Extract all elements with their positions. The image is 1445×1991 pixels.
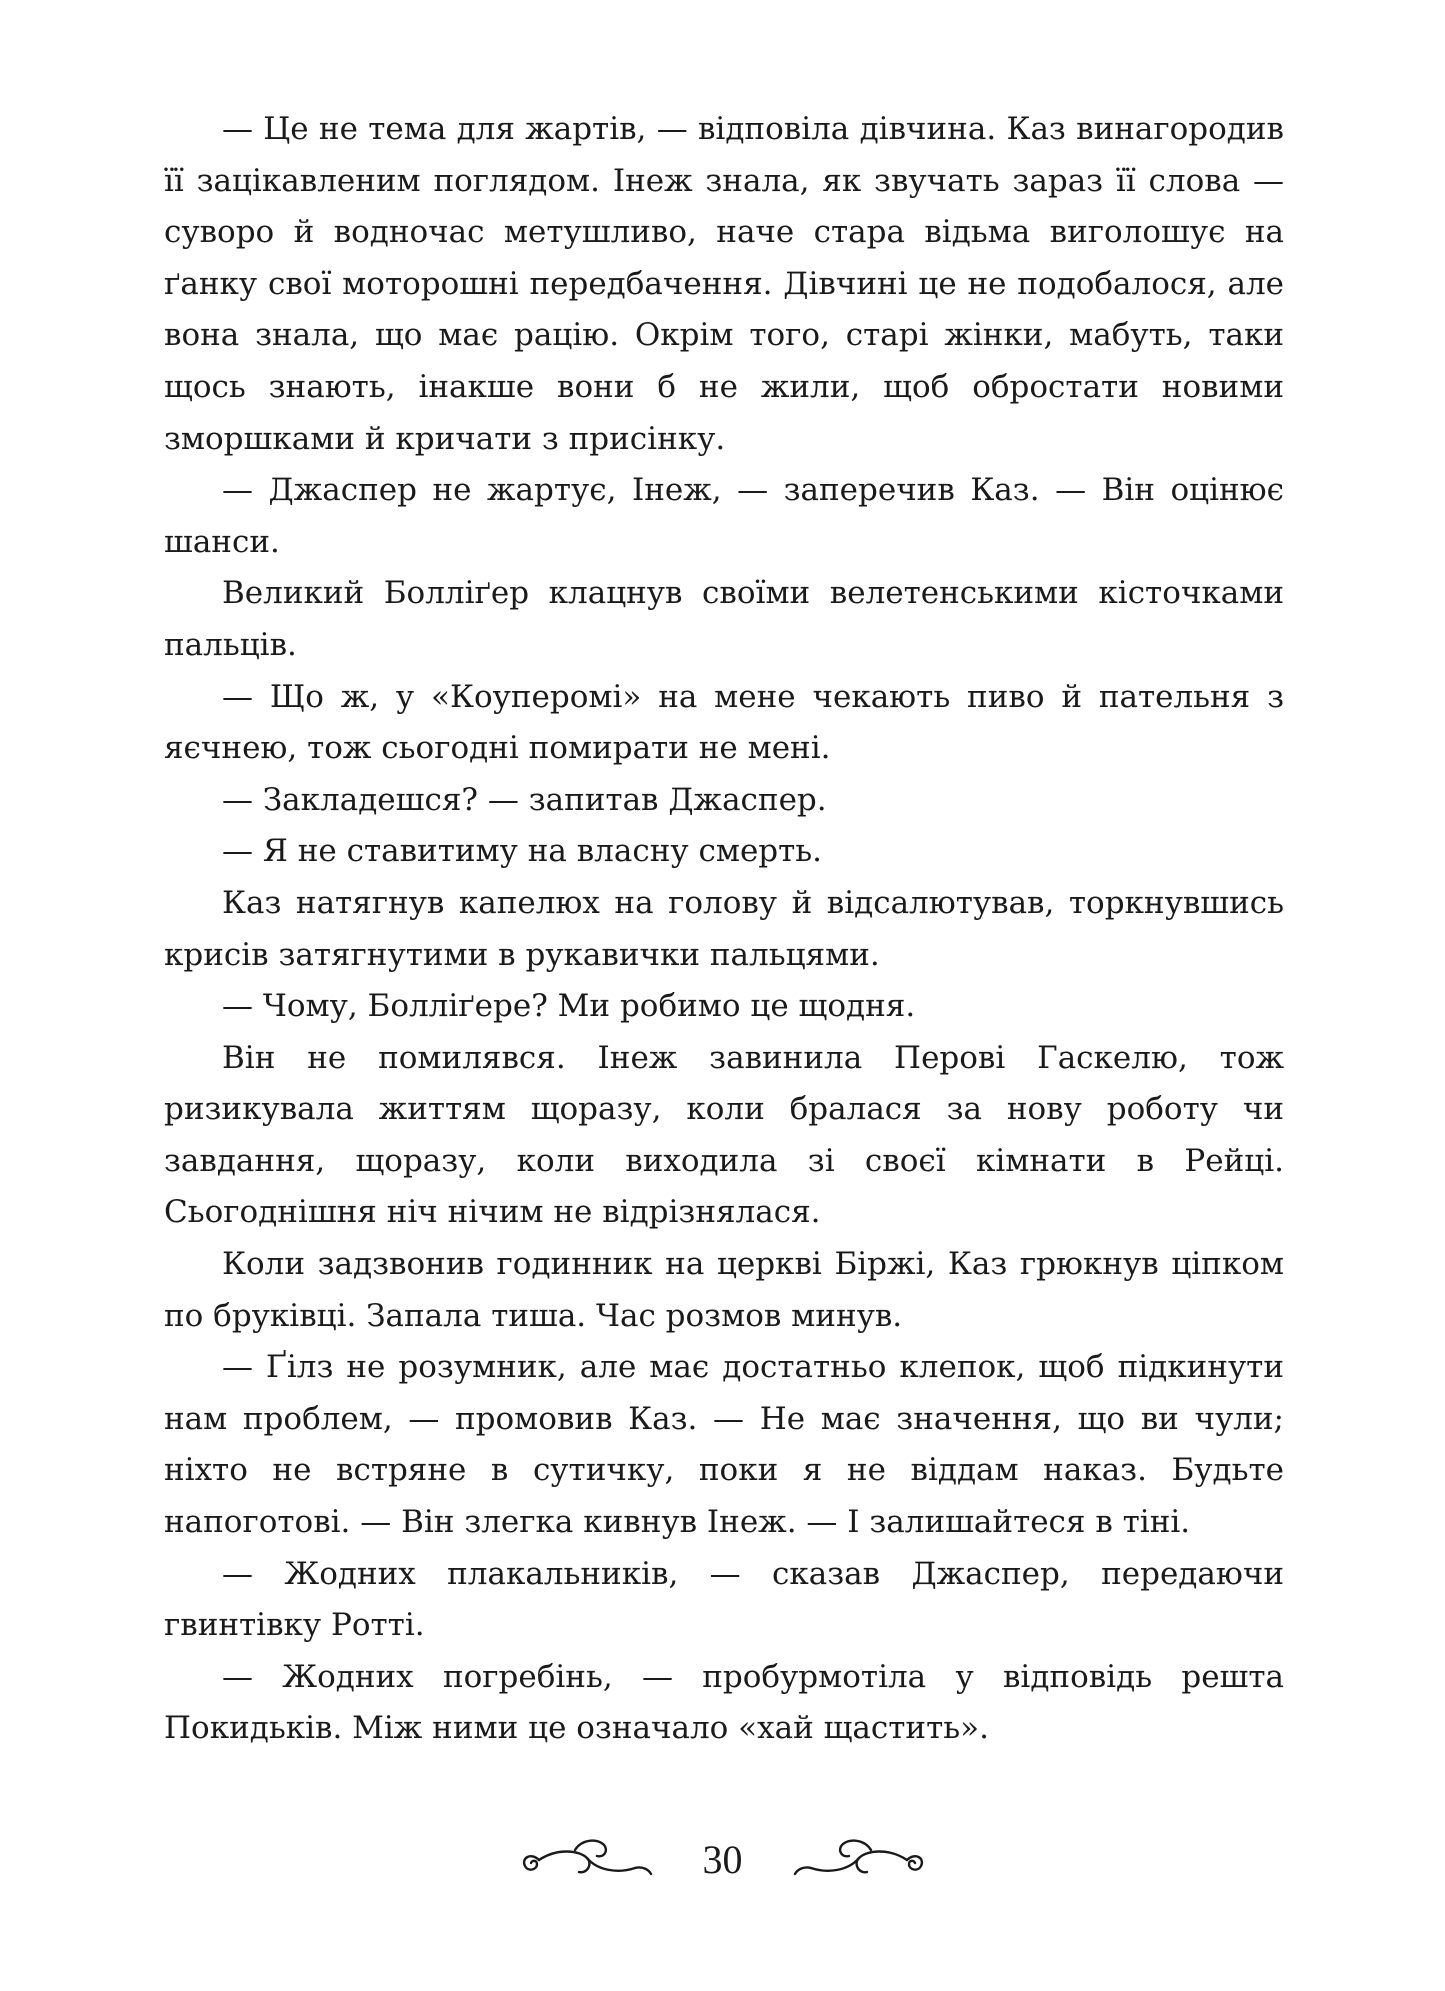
paragraph: — Закладешся? — запитав Джаспер. (222, 781, 827, 818)
paragraph: Великий Болліґер клацнув своїми велетенськими кісточками пальців. (164, 575, 1284, 663)
flourish-left-icon (517, 1830, 677, 1890)
paragraph: — Це не тема для жартів, — відповіла дівчина. Каз винагородив її зацікавленим поглядом. Інеж знала, як звучать зараз її слова — суворо й водночас метушливо, наче стара відьма виголошує на ґанку свої моторошні передбачення. Дівчині це не подобалося, але вона знала, що має рацію. Окрім того, старі жінки, мабуть, таки щось знають, інакше вони б не жили, щоб обростати новими зморшками й кричати з присінку. (164, 111, 1284, 457)
page-number: 30 (702, 1837, 743, 1882)
paragraph: — Жодних плакальників, — сказав Джаспер, передаючи гвинтівку Ротті. (164, 1555, 1284, 1644)
paragraph: — Чому, Болліґере? Ми робимо це щодня. (222, 988, 916, 1025)
paragraph: Коли задзвонив годинник на церкві Біржі, Каз грюкнув ціпком по бруківці. Запала тиша. Час розмов минув. (164, 1246, 1284, 1334)
paragraph: Він не помилявся. Інеж завинила Перові Гаскелю, тож ризикувала життям щоразу, коли бралася за нову роботу чи завдання, щоразу, коли виходила зі своєї кімнати в Рейці. Сьогоднішня ніч нічим не відрізнялася. (164, 1039, 1284, 1231)
paragraph: Каз натягнув капелюх на голову й відсалютував, торкнувшись крисів затягнутими в рукавички пальцями. (164, 884, 1284, 973)
paragraph: — Жодних погребінь, — пробурмотіла у відповідь решта Покидьків. Між ними це означало «хай щастить». (164, 1658, 1284, 1747)
paragraph: — Що ж, у «Коуперомі» на мене чекають пиво й пательня з яєчнею, тож сьогодні помирати не мені. (164, 678, 1284, 767)
paragraph: — Ґілз не розумник, але має достатньо клепок, щоб підкинути нам проблем, — промовив Каз. — Не має значення, що ви чули; ніхто не встряне в сутичку, поки я не віддам наказ. Будьте напоготові. — Він злегка кивнув Інеж. — І залишайтеся в тіні. (164, 1349, 1284, 1541)
paragraph: — Я не ставитиму на власну смерть. (222, 833, 823, 870)
page-footer (0, 1820, 1445, 1900)
flourish-right-icon (769, 1830, 929, 1890)
body-text (164, 104, 1284, 1755)
paragraph: — Джаспер не жартує, Інеж, — заперечив Каз. — Він оцінює шанси. (164, 472, 1284, 560)
